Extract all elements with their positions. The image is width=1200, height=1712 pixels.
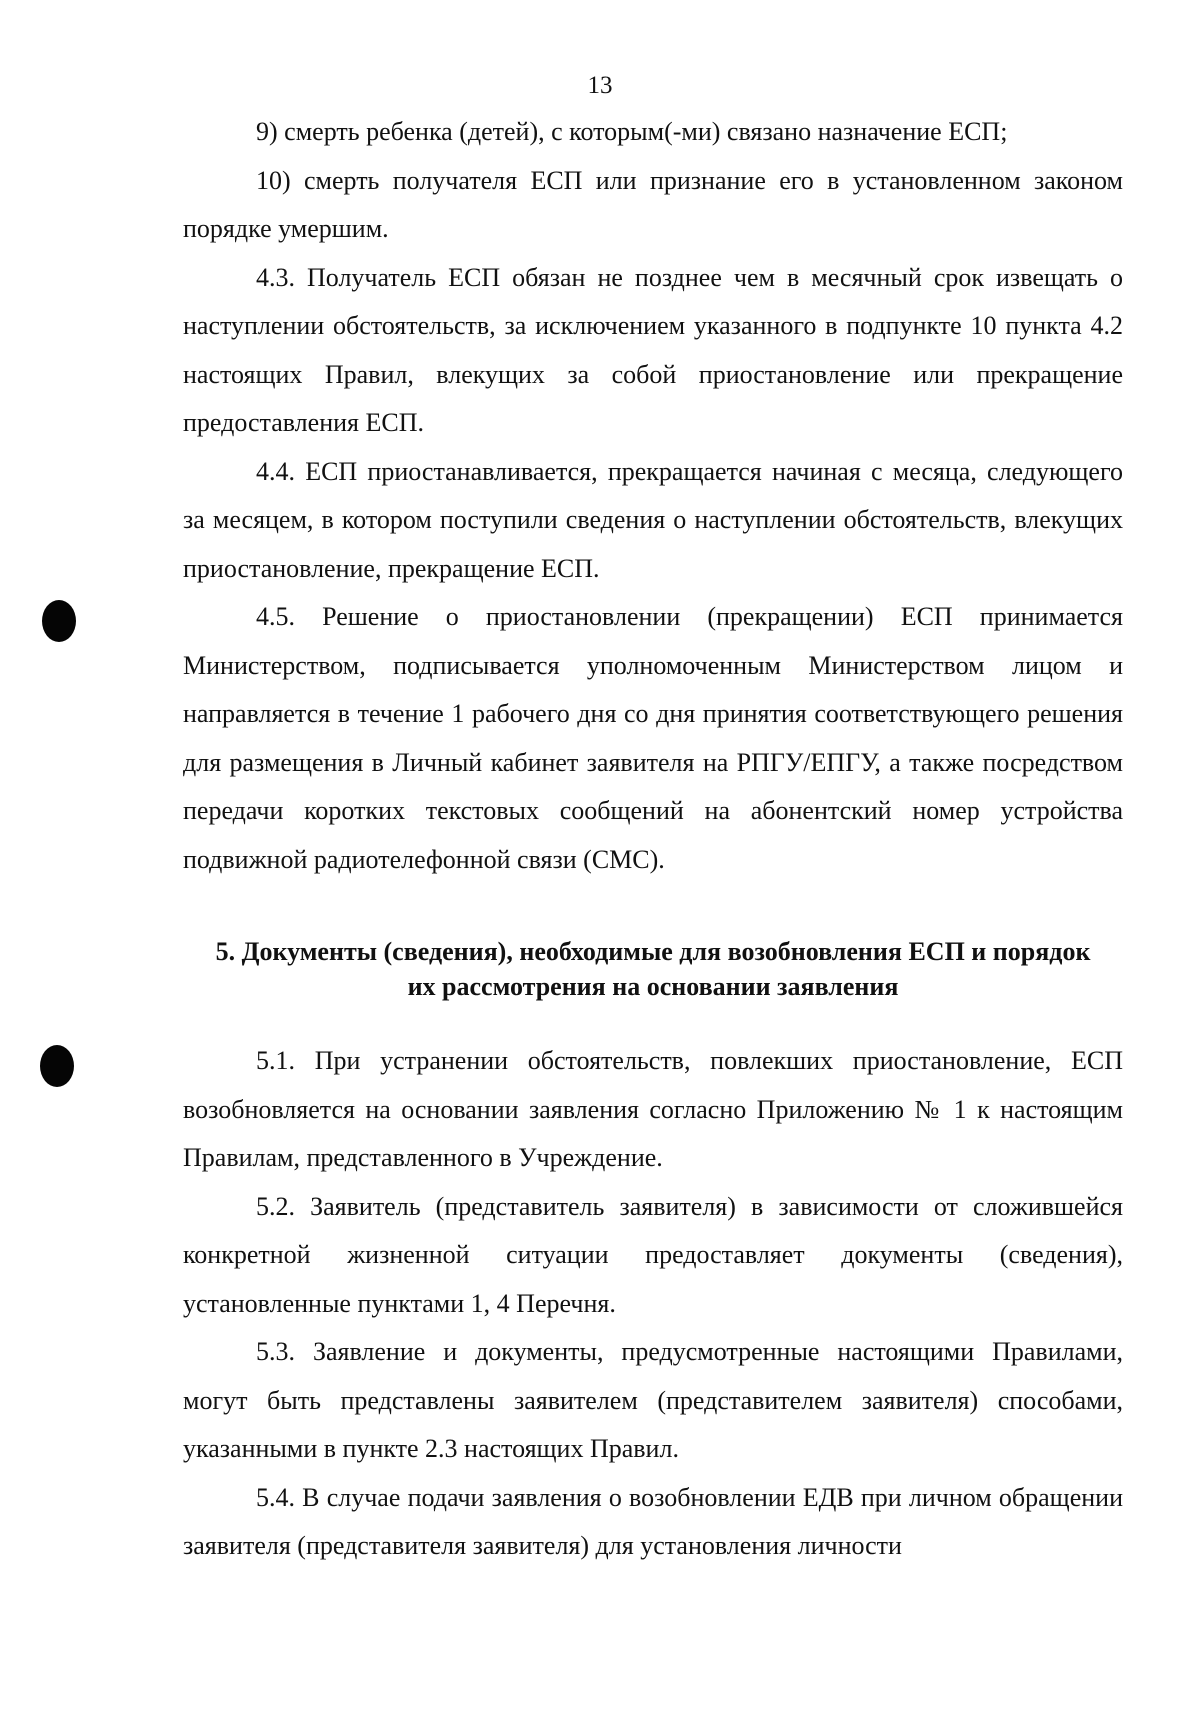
paragraph-5-2: 5.2. Заявитель (представитель заявителя) в зависимости от сложившейся конкретной жизненной ситуации предоставляет документы (сведения), установленные пунктами 1, 4 Перечня.: [183, 1191, 1123, 1318]
paragraph-4-3: 4.3. Получатель ЕСП обязан не позднее чем в месячный срок извещать о наступлении обстоятельств, за исключением указанного в подпункте 10 пункта 4.2 настоящих Правил, влекущих за собой приостановление или прекращение предоставления ЕСП.: [183, 262, 1123, 437]
document-body: [183, 108, 1123, 1571]
list-item-9: 9) смерть ребенка (детей), с которым(-ми) связано назначение ЕСП;: [256, 117, 1008, 146]
paragraph-5-1: 5.1. При устранении обстоятельств, повлекших приостановление, ЕСП возобновляется на основании заявления согласно Приложению № 1 к настоящим Правилам, представленного в Учреждение.: [183, 1046, 1123, 1172]
paragraph-4-4: 4.4. ЕСП приостанавливается, прекращается начиная с месяца, следующего за месяцем, в котором поступили сведения о наступлении обстоятельств, влекущих приостановление, прекращение ЕСП.: [183, 456, 1123, 583]
paragraph-4-5: 4.5. Решение о приостановлении (прекращении) ЕСП принимается Министерством, подписывается уполномоченным Министерством лицом и направляется в течение 1 рабочего дня со дня принятия соответствующего решения для размещения в Личный кабинет заявителя на РПГУ/ЕПГУ, а также посредством передачи коротких текстовых сообщений на абонентский номер устройства подвижной радиотелефонной связи (СМС).: [183, 602, 1123, 874]
paragraph-5-3: 5.3. Заявление и документы, предусмотренные настоящими Правилами, могут быть представлены заявителем (представителем заявителя) способами, указанными в пункте 2.3 настоящих Правил.: [183, 1337, 1123, 1463]
section-5-heading: 5. Документы (сведения), необходимые для возобновления ЕСП и порядок их рассмотрения на основании заявления: [215, 937, 1091, 1001]
punch-hole-mark: [42, 600, 76, 642]
list-item-10: 10) смерть получателя ЕСП или признание его в установленном законом порядке умершим.: [183, 165, 1123, 243]
paragraph-5-4: 5.4. В случае подачи заявления о возобновлении ЕДВ при личном обращении заявителя (представителя заявителя) для установления личности: [183, 1482, 1123, 1560]
page-number: 13: [587, 72, 613, 99]
punch-hole-mark: [40, 1045, 74, 1087]
